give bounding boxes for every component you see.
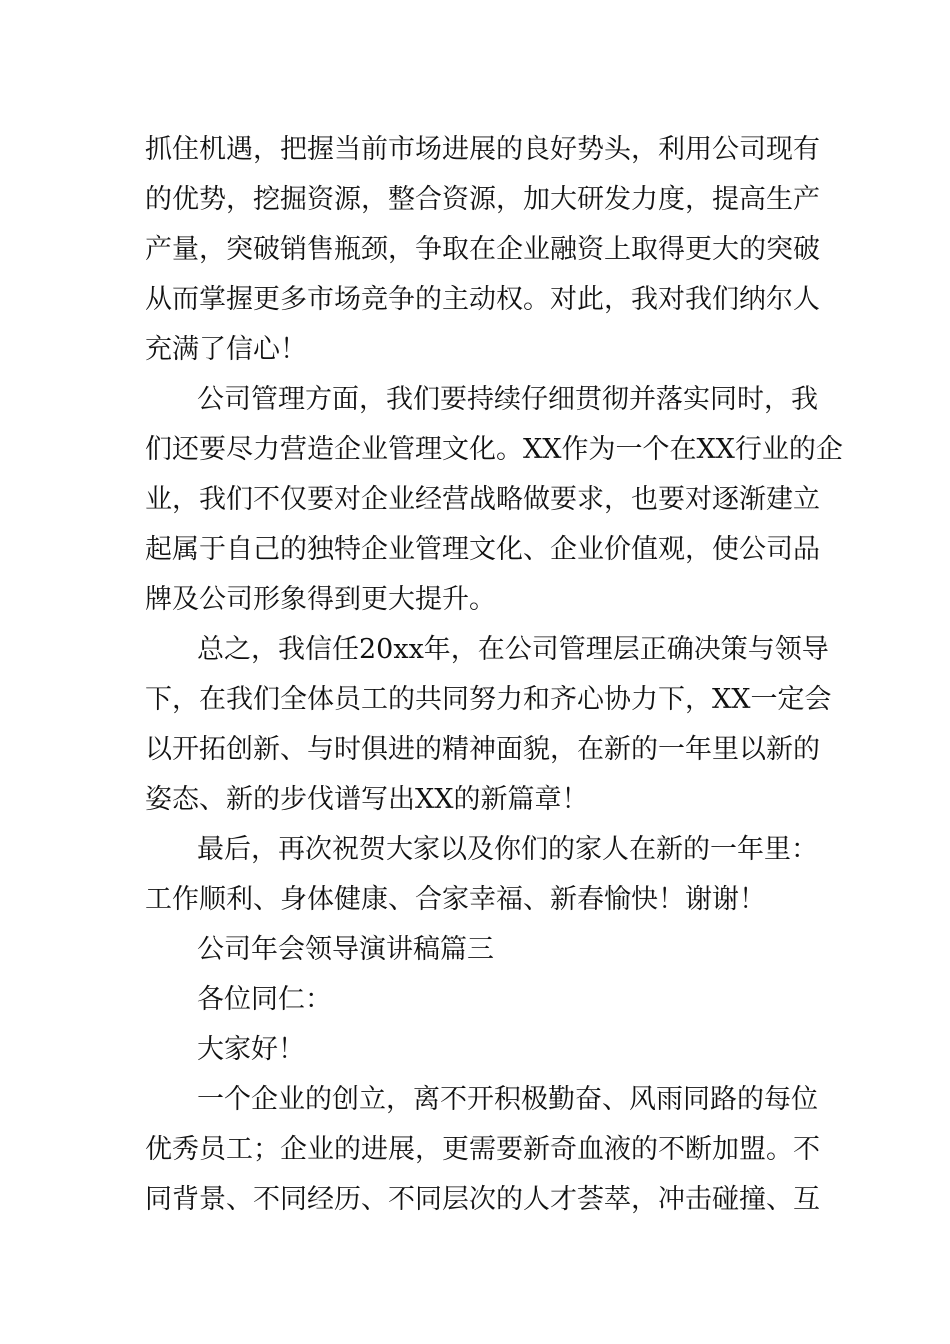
text-line: 产量，突破销售瓶颈，争取在企业融资上取得更大的突破: [145, 234, 820, 265]
paragraph-first-line: 公司管理方面，我们要持续仔细贯彻并落实同时，我: [197, 384, 818, 415]
text-line: 从而掌握更多市场竞争的主动权。对此，我对我们纳尔人: [145, 284, 820, 315]
paragraph-first-line: 一个企业的创立，离不开积极勤奋、风雨同路的每位: [197, 1084, 818, 1115]
text-line: 以开拓创新、与时俱进的精神面貌，在新的一年里以新的: [145, 734, 820, 765]
salutation: 各位同仁：: [197, 984, 332, 1015]
text-line: 起属于自己的独特企业管理文化、企业价值观，使公司品: [145, 534, 820, 565]
text-line: 充满了信心！: [145, 334, 307, 365]
text-line: 下，在我们全体员工的共同努力和齐心协力下，XX一定会: [145, 684, 832, 715]
text-line: 同背景、不同经历、不同层次的人才荟萃，冲击碰撞、互: [145, 1184, 820, 1215]
text-line: 们还要尽力营造企业管理文化。XX作为一个在XX行业的企: [145, 434, 843, 465]
paragraph-first-line: 总之，我信任20xx年，在公司管理层正确决策与领导: [197, 634, 829, 665]
text-line: 业，我们不仅要对企业经营战略做要求，也要对逐渐建立: [145, 484, 820, 515]
text-line: 抓住机遇，把握当前市场进展的良好势头，利用公司现有: [145, 134, 820, 165]
text-line: 牌及公司形象得到更大提升。: [145, 584, 496, 615]
paragraph-first-line: 最后，再次祝贺大家以及你们的家人在新的一年里：: [197, 834, 818, 865]
text-line: 姿态、新的步伐谱写出XX的新篇章！: [145, 784, 589, 815]
text-line: 的优势，挖掘资源，整合资源，加大研发力度，提高生产: [145, 184, 820, 215]
text-line: 优秀员工；企业的进展，更需要新奇血液的不断加盟。不: [145, 1134, 820, 1165]
text-line: 工作顺利、身体健康、合家幸福、新春愉快！谢谢！: [145, 884, 766, 915]
greeting: 大家好！: [197, 1034, 305, 1065]
section-heading: 公司年会领导演讲稿篇三: [197, 934, 494, 965]
